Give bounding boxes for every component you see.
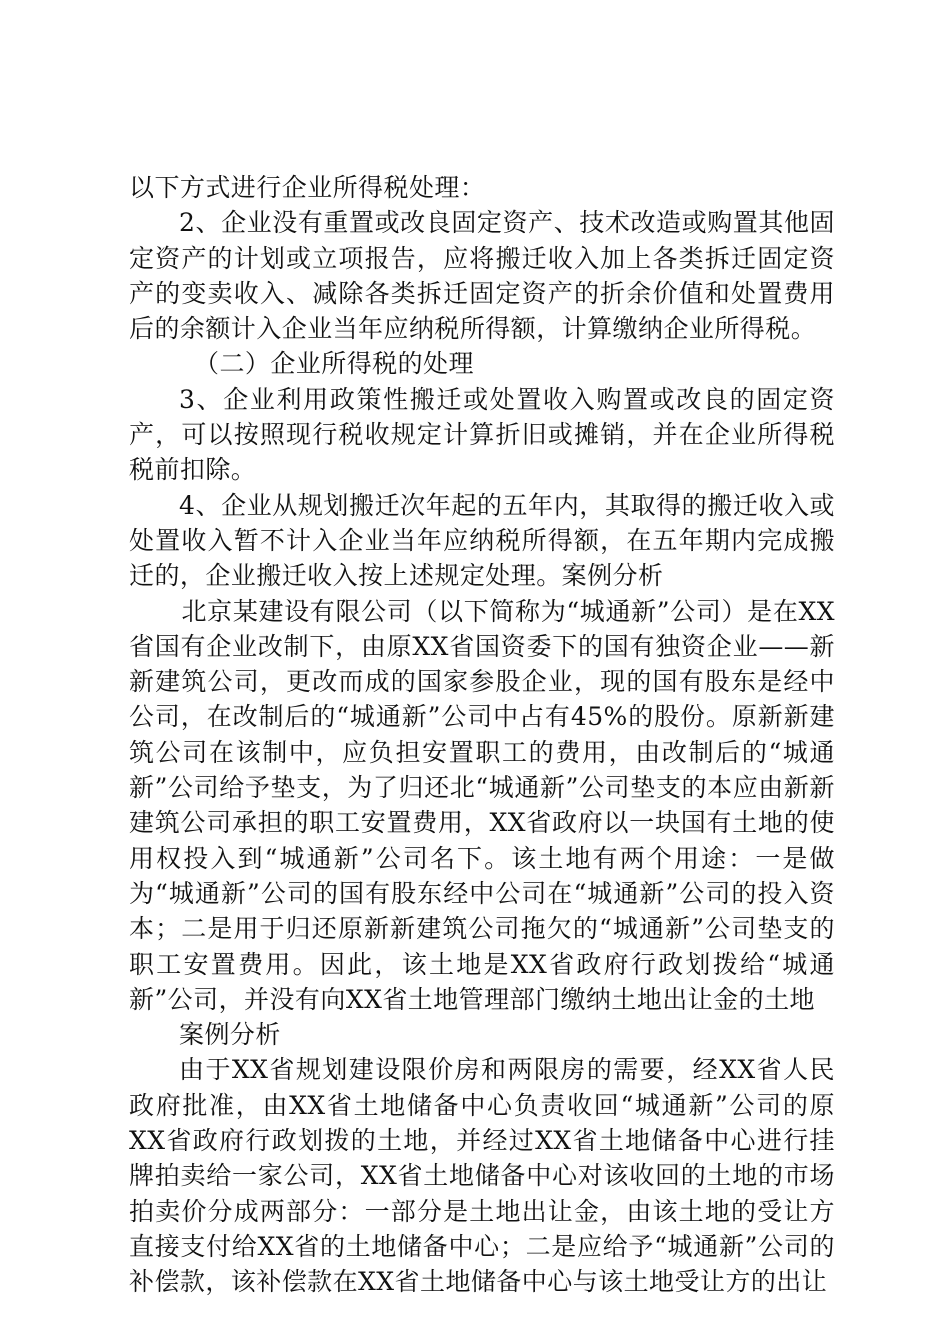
paragraph-case-detail: 由于XX省规划建设限价房和两限房的需要，经XX省人民政府批准，由XX省土地储备中心负责收回“城通新”公司的原XX省政府行政划拨的土地，并经过XX省土地储备中心进行挂牌拍卖给一家公司，XX省土地储备中心对该收回的土地的市场拍卖价分成两部分：一部分是土地出让金，由该土地的受让方直接支付给XX省的土地储备中心；二是应给予“城通新”公司的补偿款，该补偿款在XX省土地储备中心与该土地受让方的出让 [129, 1055, 835, 1297]
section-heading-2: （二）企业所得税的处理 [194, 349, 474, 379]
section-heading-case-analysis: 案例分析 [179, 1020, 281, 1050]
document-body [129, 170, 835, 1300]
paragraph-item-4: 4、企业从规划搬迁次年起的五年内，其取得的搬迁收入或处置收入暂不计入企业当年应纳税所得额，在五年期内完成搬迁的，企业搬迁收入按上述规定处理。案例分析 [129, 490, 835, 591]
paragraph-item-3: 3、企业利用政策性搬迁或处置收入购置或改良的固定资产，可以按照现行税收规定计算折旧或摊销，并在企业所得税税前扣除。 [129, 384, 835, 485]
paragraph-continuation: 以下方式进行企业所得税处理： [129, 173, 486, 202]
paragraph-item-2: 2、企业没有重置或改良固定资产、技术改造或购置其他固定资产的计划或立项报告，应将搬迁收入加上各类拆迁固定资产的变卖收入、减除各类拆迁固定资产的折余价值和处置费用后的余额计入企业当年应纳税所得额，计算缴纳企业所得税。 [129, 208, 835, 344]
paragraph-case-background: 北京某建设有限公司（以下简称为“城通新”公司）是在XX省国有企业改制下，由原XX省国资委下的国有独资企业——新新建筑公司，更改而成的国家参股企业，现的国有股东是经中公司，在改制后的“城通新”公司中占有45%的股份。原新新建筑公司在该制中，应负担安置职工的费用，由改制后的“城通新”公司给予垫支，为了归还北“城通新”公司垫支的本应由新新建筑公司承担的职工安置费用，XX省政府以一块国有土地的使用权投入到“城通新”公司名下。该土地有两个用途：一是做为“城通新”公司的国有股东经中公司在“城通新”公司的投入资本；二是用于归还原新新建筑公司拖欠的“城通新”公司垫支的职工安置费用。因此，该土地是XX省政府行政划拨给“城通新”公司，并没有向XX省土地管理部门缴纳土地出让金的土地 [129, 596, 835, 1014]
